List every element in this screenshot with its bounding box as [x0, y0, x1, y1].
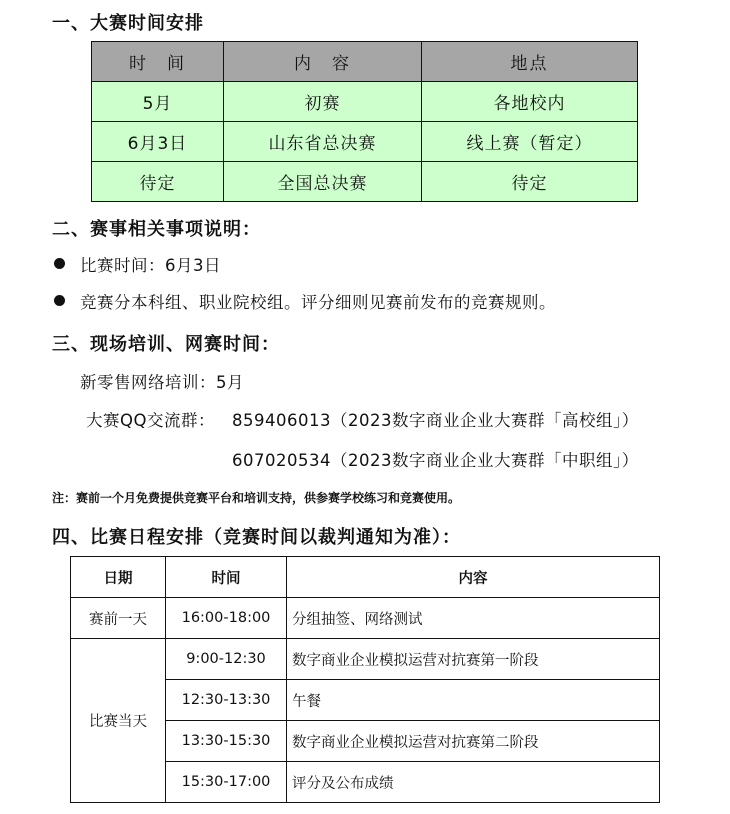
table-cell: 待定: [92, 162, 224, 202]
table-cell: 线上赛（暂定）: [422, 122, 638, 162]
content-cell: 分组抽签、网络测试: [287, 598, 660, 639]
qq-label: 大赛QQ交流群：: [86, 411, 215, 430]
header-content: 内容: [287, 557, 660, 598]
table-cell: 山东省总决赛: [224, 122, 422, 162]
header-date: 日期: [71, 557, 166, 598]
schedule-table: [91, 41, 638, 202]
header-time: 时 间: [92, 42, 224, 82]
header-time: 时间: [166, 557, 287, 598]
qq-group-vocational: 607020534（2023数字商业企业大赛群「中职组」）: [232, 451, 639, 470]
table-header-row: [92, 42, 638, 82]
table-cell: 各地校内: [422, 82, 638, 122]
time-cell: 15:30-17:00: [166, 762, 287, 803]
table-header-row: [71, 557, 660, 598]
date-cell: 赛前一天: [71, 598, 166, 639]
time-cell: 9:00-12:30: [166, 639, 287, 680]
table-row: [71, 598, 660, 639]
time-cell: 16:00-18:00: [166, 598, 287, 639]
bullet-icon: [54, 258, 65, 269]
section3-title: 三、现场培训、网赛时间：: [52, 334, 280, 355]
table-cell: 初赛: [224, 82, 422, 122]
training-info: 新零售网络培训：5月: [80, 373, 244, 392]
content-cell: 午餐: [287, 680, 660, 721]
header-content: 内 容: [224, 42, 422, 82]
program-table: [70, 556, 660, 803]
content-cell: 数字商业企业模拟运营对抗赛第二阶段: [287, 721, 660, 762]
table-cell: 待定: [422, 162, 638, 202]
bullet-item: 竞赛分本科组、职业院校组。评分细则见赛前发布的竞赛规则。: [80, 293, 556, 312]
table-cell: 全国总决赛: [224, 162, 422, 202]
section2-title: 二、赛事相关事项说明：: [52, 219, 261, 240]
note: 注：赛前一个月免费提供竞赛平台和培训支持，供参赛学校练习和竞赛使用。: [52, 491, 461, 505]
table-row: [92, 122, 638, 162]
section4-title: 四、比赛日程安排（竞赛时间以裁判通知为准）：: [52, 527, 461, 548]
table-row: [92, 82, 638, 122]
time-cell: 12:30-13:30: [166, 680, 287, 721]
table-row: [71, 639, 660, 680]
time-cell: 13:30-15:30: [166, 721, 287, 762]
table-cell: 6月3日: [92, 122, 224, 162]
bullet-item: 比赛时间：6月3日: [80, 256, 221, 275]
content-cell: 评分及公布成绩: [287, 762, 660, 803]
table-row: [92, 162, 638, 202]
qq-group-college: 859406013（2023数字商业企业大赛群「高校组」）: [232, 411, 639, 430]
header-location: 地点: [422, 42, 638, 82]
bullet-icon: [54, 295, 65, 306]
content-cell: 数字商业企业模拟运营对抗赛第一阶段: [287, 639, 660, 680]
table-cell: 5月: [92, 82, 224, 122]
date-cell: 比赛当天: [71, 639, 166, 803]
section1-title: 一、大赛时间安排: [52, 13, 204, 34]
